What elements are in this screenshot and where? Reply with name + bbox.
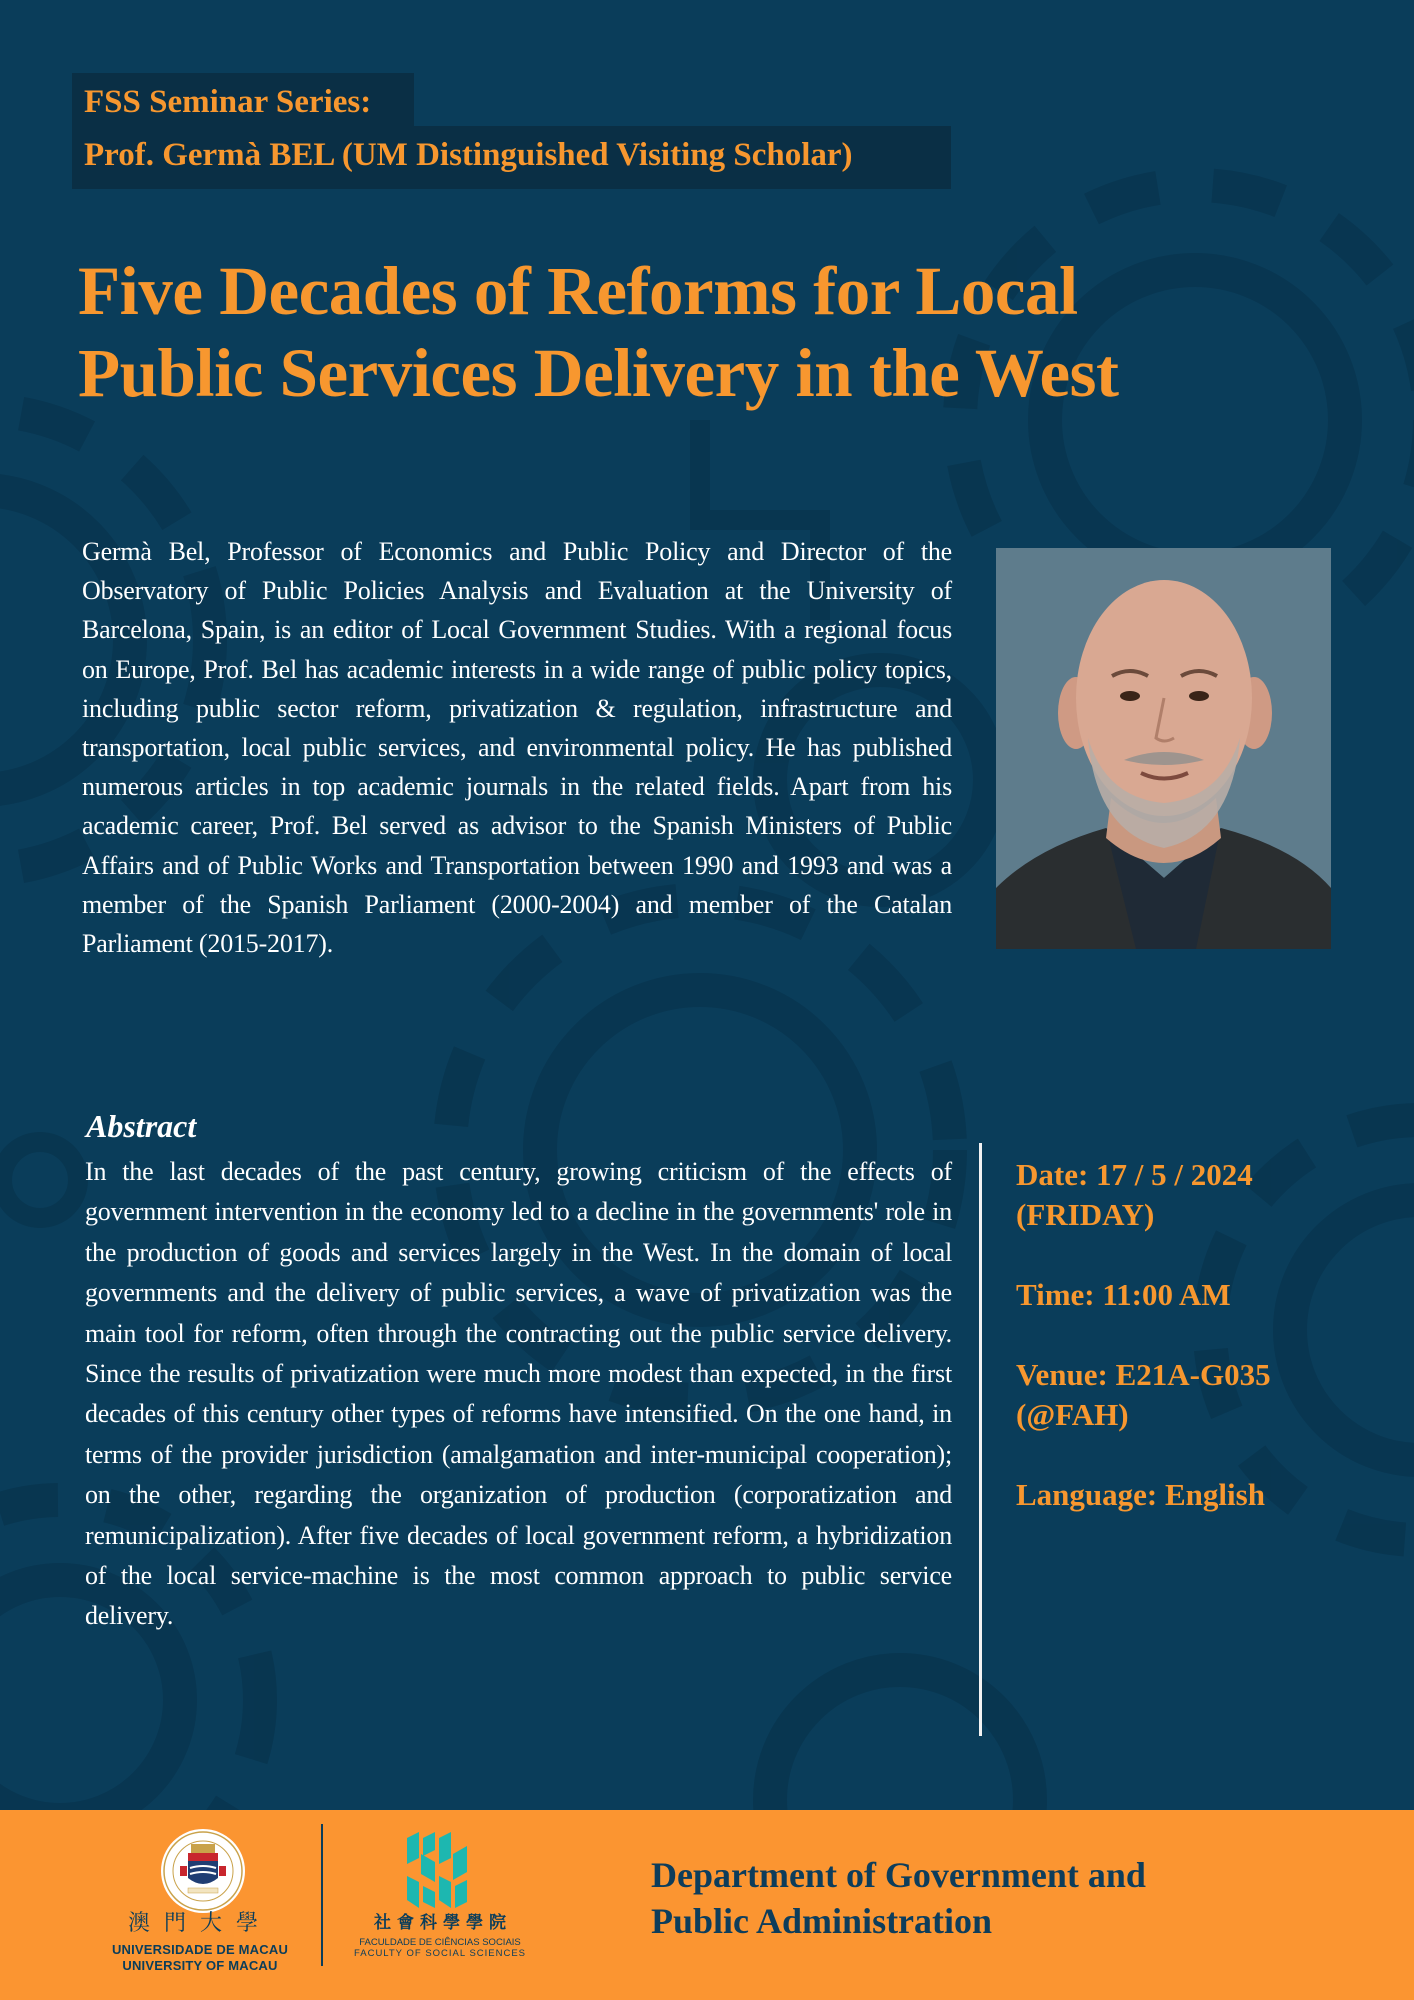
department-name <box>651 1852 1271 1944</box>
fss-english-name: FACULTY OF SOCIAL SCIENCES <box>353 1948 527 1959</box>
footer-bar <box>0 1810 1414 2000</box>
fss-chinese-name: 社會科學學院 <box>374 1913 512 1933</box>
department-name-line-2: Public Administration <box>651 1901 993 1941</box>
portrait-illustration <box>996 548 1331 949</box>
event-venue <box>1016 1355 1396 1435</box>
event-time-value: Time: 11:00 AM <box>1016 1277 1231 1312</box>
um-english-name: UNIVERSITY OF MACAU <box>122 1958 278 1973</box>
event-day-value: (FRIDAY) <box>1016 1197 1155 1232</box>
seminar-title <box>78 250 1328 414</box>
speaker-label: Prof. Germà BEL (UM Distinguished Visiting Scholar) <box>84 137 853 173</box>
speaker-photo <box>996 548 1331 949</box>
university-of-macau-seal-icon <box>160 1828 246 1914</box>
um-portuguese-name: UNIVERSIDADE DE MACAU <box>111 1942 289 1957</box>
fss-portuguese-name: FACULDADE DE CIÊNCIAS SOCIAIS <box>359 1937 521 1948</box>
event-date-value: Date: 17 / 5 / 2024 <box>1016 1157 1253 1192</box>
event-details <box>1016 1155 1396 1555</box>
event-language-value: Language: English <box>1016 1477 1265 1512</box>
seminar-title-line-2: Public Services Delivery in the West <box>78 335 1119 411</box>
um-chinese-name: 澳門大學 <box>127 1911 272 1936</box>
vertical-divider <box>979 1143 982 1736</box>
footer-logo-divider <box>321 1824 323 1966</box>
abstract-text: In the last decades of the past century, growing criticism of the effects of government intervention in the economy led to a decline in the governments' role in the production of goods and services largely in the West. In the domain of local governments and the delivery of public services, a wave of privatization was the main tool for reform, often through the contracting out the public service delivery. Since the results of privatization were much more modest than expected, in the first decades of this century other types of reforms have intensified. On the one hand, in terms of the provider jurisdiction (amalgamation and inter-municipal cooperation); on the other, regarding the organization of production (corporatization and remunicipalization). After five decades of local government reform, a hybridization of the local service-machine is the most common approach to public service delivery. <box>85 1157 952 1631</box>
event-date <box>1016 1155 1396 1235</box>
seminar-title-line-1: Five Decades of Reforms for Local <box>78 253 1078 329</box>
speaker-bio: Germà Bel, Professor of Economics and Public Policy and Director of the Observatory of Public Policies Analysis and Evaluation at the University of Barcelona, Spain, is an editor of Local Government Studies. With a regional focus on Europe, Prof. Bel has academic interests in a wide range of public policy topics, including public sector reform, privatization & regulation, infrastructure and transportation, local public services, and environmental policy. He has published numerous articles in top academic journals in the related fields. Apart from his academic career, Prof. Bel served as advisor to the Spanish Ministers of Public Affairs and of Public Works and Transportation between 1990 and 1993 and was a member of the Spanish Parliament (2000-2004) and member of the Catalan Parliament (2015-2017). <box>82 537 952 959</box>
faculty-of-social-sciences-logo-icon <box>405 1832 469 1908</box>
department-name-line-1: Department of Government and <box>651 1855 1146 1895</box>
event-venue-building: (@FAH) <box>1016 1397 1129 1432</box>
series-label: FSS Seminar Series: <box>84 84 372 120</box>
event-language <box>1016 1475 1396 1515</box>
event-venue-value: Venue: E21A-G035 <box>1016 1357 1271 1392</box>
abstract-heading: Abstract <box>86 1108 197 1144</box>
event-time <box>1016 1275 1396 1315</box>
